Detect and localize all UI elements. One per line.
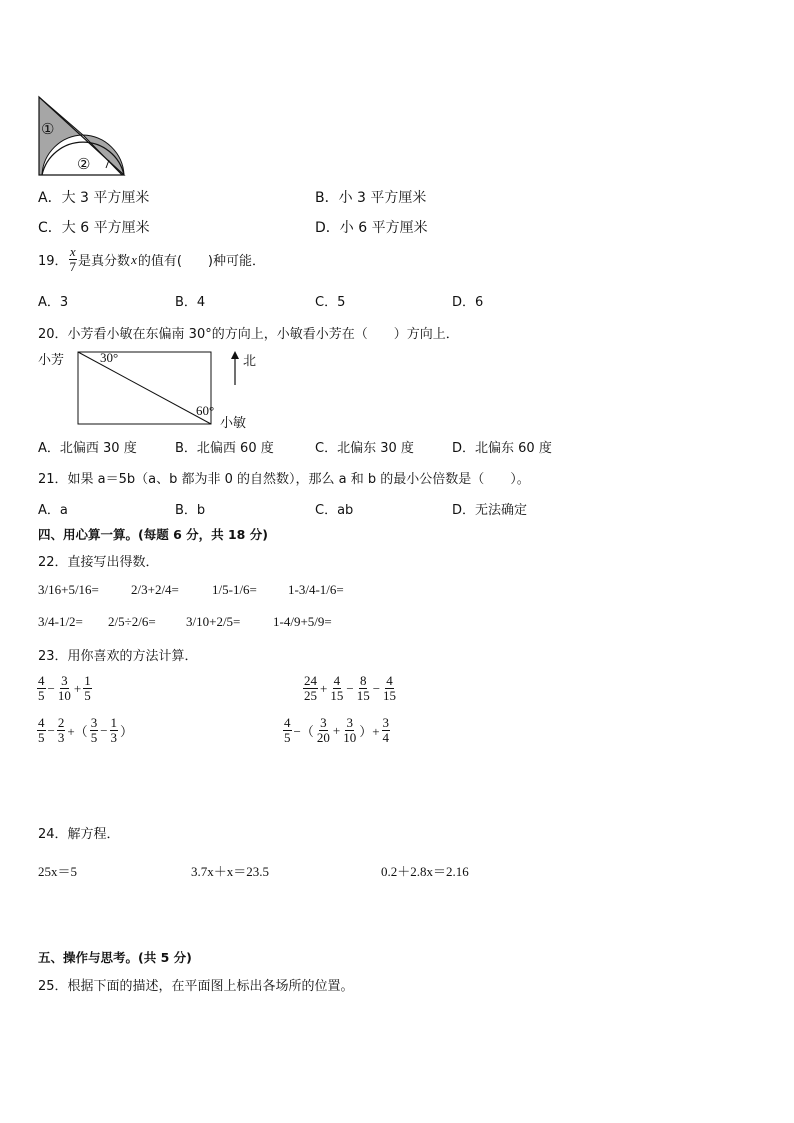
q19-option-a[interactable]: A．3 <box>38 295 69 310</box>
q20-stem: 20．小芳看小敏在东偏南 30°的方向上，小敏看小芳在（ ）方向上． <box>38 327 459 342</box>
q18-option-b[interactable]: B．小 3 平方厘米 <box>315 190 427 206</box>
q23-expression-3: $\frac{4}{5}$ − $\frac{2}{3}$ +（ $\frac{3}{5}$ − $\frac{1}{3}$ ） <box>38 715 134 745</box>
q18-option-a[interactable]: A．大 3 平方厘米 <box>38 190 150 206</box>
q22-item: 3/4-1/2= <box>38 614 83 629</box>
q22-item: 2/3+2/4= <box>131 582 179 597</box>
q20-angle-30: 30° <box>100 350 119 365</box>
q18-option-c[interactable]: C．大 6 平方厘米 <box>38 220 150 236</box>
q23-expression-4: $\frac{4}{5}$ −（ $\frac{3}{20}$ + $\frac{3}{10}$ ）+ $\frac{3}{4}$ <box>284 715 390 745</box>
q24-equation-3: 0.2＋2.8x＝2.16 <box>381 864 469 879</box>
north-arrow-icon <box>229 350 241 386</box>
q24-equation-2: 3.7x＋x＝23.5 <box>191 864 270 879</box>
q23-expression-2: $\frac{24}{25}$ + $\frac{4}{15}$ − $\frac{8}{15}$ − $\frac{4}{15}$ <box>304 673 397 703</box>
q25-stem: 25．根据下面的描述，在平面图上标出各场所的位置。 <box>38 979 354 994</box>
q22-item: 2/5÷2/6= <box>108 614 156 629</box>
q21-option-d[interactable]: D．无法确定 <box>452 503 528 518</box>
q20-label-xiaomin: 小敏 <box>220 416 247 431</box>
q20-option-d[interactable]: D．北偏东 60 度 <box>452 441 552 456</box>
q22-stem: 22．直接写出得数． <box>38 555 159 570</box>
q20-option-b[interactable]: B．北偏西 60 度 <box>175 441 274 456</box>
q22-item: 1-4/9+5/9= <box>273 614 332 629</box>
q22-item: 3/10+2/5= <box>186 614 241 629</box>
q19-option-c[interactable]: C．5 <box>315 295 346 310</box>
q20-north-label: 北 <box>243 354 257 369</box>
q20-angle-60: 60° <box>196 403 215 418</box>
q20-option-c[interactable]: C．北偏东 30 度 <box>315 441 414 456</box>
q19-stem: 19． $\frac{x}{7}$ 是真分数 x 的值有( )种可能． <box>38 244 265 274</box>
q18-option-d[interactable]: D．小 6 平方厘米 <box>315 220 428 236</box>
q19-option-b[interactable]: B．4 <box>175 295 206 310</box>
q21-option-b[interactable]: B．b <box>175 503 206 518</box>
q23-expression-1: $\frac{4}{5}$ − $\frac{3}{10}$ + $\frac{1}{5}$ <box>38 673 91 703</box>
q22-item: 1/5-1/6= <box>212 582 257 597</box>
q20-diagram <box>76 350 216 428</box>
section-5-heading: 五、操作与思考。(共 5 分) <box>38 950 192 965</box>
q21-option-c[interactable]: C．ab <box>315 503 354 518</box>
q18-label-1: ① <box>41 122 55 138</box>
q19-option-d[interactable]: D．6 <box>452 295 484 310</box>
q20-label-xiaofang: 小芳 <box>38 353 65 368</box>
q20-option-a[interactable]: A．北偏西 30 度 <box>38 441 137 456</box>
q23-stem: 23．用你喜欢的方法计算． <box>38 649 198 664</box>
q22-item: 3/16+5/16= <box>38 582 99 597</box>
section-4-heading: 四、用心算一算。(每题 6 分，共 18 分) <box>38 527 268 542</box>
q19-number: 19． <box>38 254 68 269</box>
q21-stem: 21．如果 a＝5b（a、b 都为非 0 的自然数），那么 a 和 b 的最小公倍数是（ ）。 <box>38 472 530 487</box>
q19-fraction: $\frac{x}{7}$ <box>69 244 77 274</box>
q21-option-a[interactable]: A．a <box>38 503 68 518</box>
q18-label-2: ② <box>77 157 91 173</box>
q22-item: 1-3/4-1/6= <box>288 582 344 597</box>
q24-equation-1: 25x＝5 <box>38 864 78 879</box>
q24-stem: 24．解方程． <box>38 827 120 842</box>
